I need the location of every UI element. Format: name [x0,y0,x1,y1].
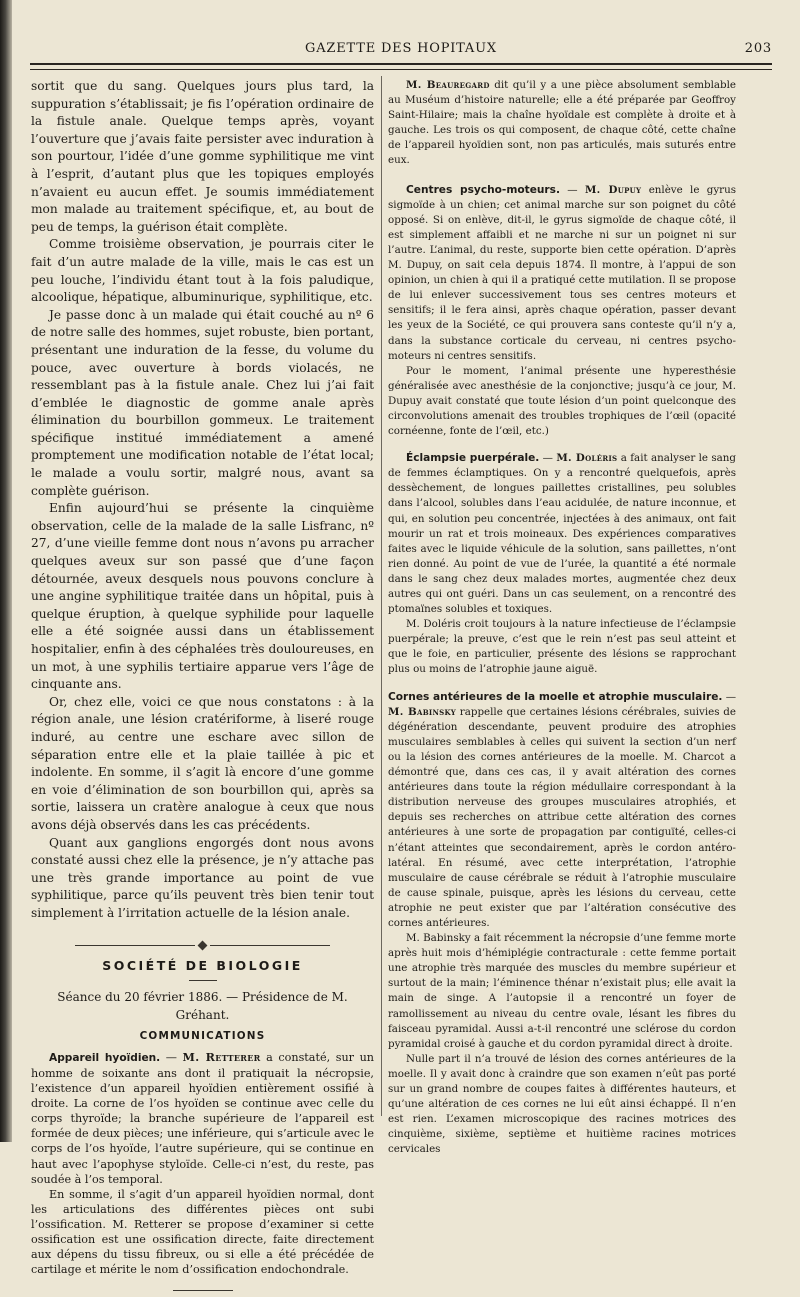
paragraph: Or, chez elle, voici ce que nous constatons : à la région anale, une lésion cratériforme, à liseré rouge induré, au centre une eschare avec sillon de séparation entre elle et la plaie taillée à pic et indolente. En somme, il s’agit là encore d’une gomme en voie d’élimination de son bourbillon qui, après sa sortie, laissera un cratère analogue à ceux que nous avons déjà observés dans les cas précédents. [31,694,374,832]
paragraph: Quant aux ganglions engorgés dont nous avons constaté aussi chez elle la présence, je n’y attache pas une très grande importance au point de vue syphilitique, parce qu’ils peuvent très bien tenir tout simplement à l’irritation actuelle de la lésion anale. [31,835,374,920]
session-line: Séance du 20 février 1886. — Présidence de M. Gréhant. [57,990,348,1022]
author-name: M. Retterer [182,1049,261,1064]
paragraph: M. Babinsky a fait récemment la nécropsie d’une femme morte après huit mois d’hémiplégie contracturale : cette femme portait une atrophie très marquée des muscles du membre supérieur et surtout de la main; l’éminence thénar n’existait plus; elle avait la main de singe. A l’autopsie il a rencontré un foyer de ramollissement au niveau du centre ovale, lésant les fibres du faisceau pyramidal. Aussi a-t-il rencontré une sclérose du cordon pyramidal croisé à gauche et du cordon pyramidal direct à droite. [388,932,736,1050]
column-divider [381,76,382,1116]
section-heading: SOCIÉTÉ DE BIOLOGIE [102,957,303,973]
article-title: Appareil hyoïdien. [49,1051,161,1064]
paragraph: M. Doléris croit toujours à la nature infectieuse de l’éclampsie puerpérale; la preuve, c’est que le rein n’est pas seul atteint et que le foie, en particulier, présente des lésions se rapprochant plus ou moins de l’atrophie jaune aiguë. [388,618,736,676]
article-text: rappelle que certaines lésions cérébrales, suivies de dégénération descendante, peuvent produire des atrophies musculaires semblables à celles qui suivent la section d’un nerf ou la lésion des cornes antérieures de la moelle. M. Charcot a démontré que, dans ces cas, il y avait altération des cornes antérieures dans toute la région médullaire correspondant à la distribution nerveuse des groupes musculaires atrophiés, et depuis ses recherches on attribue cette altération des cornes antérieures à une sorte de propagation par contiguïté, celles-ci n’étant atteintes que secondairement, après le cordon antéro-latéral. En résumé, avec cette interprétation, l’atrophie musculaire de cause cérébrale se réduit à l’atrophie musculaire de cause spinale, puisque, après les lésions du cerveau, cette atrophie ne peut exister que par l’altération consécutive des cornes antérieures. [388,705,736,929]
article-paragraph: Centres psycho-moteurs. — M. Dupuy enlève le gyrus sigmoïde à un chien; cet animal marche sur son poignet du côté opposé. Si on enlève, dit-il, le gyrus sigmoïde de chaque côté, il est simplement affaibli et ne marche ni sur un poignet ni sur l’autre. L’animal, du reste, supporte bien cette opération. D’après M. Dupuy, on sait cela depuis 1874. Il montre, à l’appui de son opinion, un chien à qui il a pratiqué cette mutilation. Il se propose de lui enlever successivement tous ses centres moteurs et sensitifs; il le fera ainsi, après chaque opération, passer devant les yeux de la Société, ce qui prouvera sans conteste qu’il n’y a, dans la substance corticale du cerveau, ni centres psycho-moteurs ni centres sensitifs. [388,183,736,362]
author-name: M. Doléris [556,452,618,465]
ornamental-divider [31,937,374,947]
header-rule-thin [30,69,772,70]
author-name: M. Babinsky [388,705,457,718]
paragraph: Enfin aujourd’hui se présente la cinquième observation, celle de la malade de la salle Lisfranc, nº 27, d’une vieille femme dont nous n’avons pu arracher quelques aveux sur son passé que d’une façon détournée, aveux desquels nous pouvons conclure à une angine syphilitique traitée dans un hôpital, puis à quelque éruption, à quelque syphilide pour laquelle elle a été soignée aussi dans un établissement hospitalier, enfin à des céphalées très douloureuses, en un mot, à une syphilis tertiaire apparue vers l’âge de cinquante ans. [31,501,374,692]
article-paragraph [388,78,736,169]
article-text: a constaté, sur un homme de soixante ans dont il pratiquait la nécropsie, l’existence d’un appareil hyoïdien entièrement ossifié à droite. La corne de l’os hyoïden se continue avec celle du corps thyroïde; la branche supérieure de l’appareil est formée de deux pièces; une inférieure, qui s’articule avec le corps de l’os hyoïde, l’autre supérieure, qui se continue en haut avec l’apophyse styloïde. Celle-ci n’est, du reste, pas soudée à l’os temporal. [31,1050,374,1186]
end-rule [31,1279,374,1297]
article-paragraph: Cornes antérieures de la moelle et atrophie musculaire. — M. Babinsky rappelle que certaines lésions cérébrales, suivies de dégénération descendante, peuvent produire des atrophies musculaires semblables à celles qui suivent la section d’un nerf ou la lésion des cornes antérieures de la moelle. M. Charcot a démontré que, dans ces cas, il y avait altération des cornes antérieures dans toute la région médullaire correspondant à la distribution nerveuse des groupes musculaires atrophiés, et depuis ses recherches on attribue cette altération des cornes antérieures à une sorte de propagation par contiguïté, celles-ci n’étant atteintes que secondairement, après le cordon antéro-latéral. En résumé, avec cette interprétation, l’atrophie musculaire de cause cérébrale se réduit à l’atrophie musculaire de cause spinale, puisque, après les lésions du cerveau, cette atrophie ne peut exister que par l’altération consécutive des cornes antérieures. [388,690,736,929]
article-paragraph: Appareil hyoïdien. — M. Retterer a constaté, sur un homme de soixante ans dont il pratiquait la nécropsie, l’existence d’un appareil hyoïdien entièrement ossifié à droite. La corne de l’os hyoïden se continue avec celle du corps thyroïde; la branche supérieure de l’appareil est formée de deux pièces; une inférieure, qui s’articule avec le corps de l’os hyoïde, l’autre supérieure, qui se continue en haut avec l’apophyse styloïde. Celle-ci n’est, du reste, pas soudée à l’os temporal. [31,1049,374,1186]
paragraph: En somme, il s’agit d’un appareil hyoïdien normal, dont les articulations des différentes pièces ont subi l’ossification. M. Retterer se propose d’examiner si cette ossification est une ossification directe, faite directement aux dépens du tissu fibreux, ou si elle a été précédée de cartilage et mérite le nom d’ossification endochondrale. [31,1187,374,1277]
article-text: enlève le gyrus sigmoïde à un chien; cet animal marche sur son poignet du côté opposé. Si on enlève, dit-il, le gyrus sigmoïde de chaque côté, il est simplement affaibli et ne marche ni sur un poignet ni sur l’autre. L’animal, du reste, supporte bien cette opération. D’après M. Dupuy, on sait cela depuis 1874. Il montre, à l’appui de son opinion, un chien à qui il a pratiqué cette mutilation. Il se propose de lui enlever successivement tous ses centres moteurs et sensitifs; il le fera ainsi, après chaque opération, passer devant les yeux de la Société, ce qui prouvera sans conteste qu’il n’y a, dans la substance corticale du cerveau, ni centres psycho-moteurs ni centres sensitifs. [388,183,736,362]
author-name: M. Beauregard [406,79,490,91]
right-column [388,78,736,1157]
paragraph: Pour le moment, l’animal présente une hyperesthésie généralisée avec anesthésie de la conjonctive; jusqu’à ce jour, M. Dupuy avait constaté que toute lésion d’un point quelconque des circonvolutions amenait des troubles trophiques de l’œil (opacité cornéenne, fonte de l’œil, etc.) [388,364,736,438]
divider [189,980,217,981]
article-paragraph: Éclampsie puerpérale. — M. Doléris a fait analyser le sang de femmes éclamptiques. On y a rencontré quelquefois, après dessèchement, de longues paillettes cristallines, peu solubles dans l’alcool, solubles dans l’eau acidulée, de nature inconnue, et qui, en solution peu concentrée, injectées à des animaux, ont fait mourir un rat et trois moineaux. Des expériences comparatives faites avec le liquide véhicule de la solution, sans paillettes, n’ont rien donné. Au point de vue de l’urée, la quantité a été normale dans le sang chez deux malades mortes, augmentée chez deux autres qui ont guéri. Dans un cas seulement, on a rencontré des ptomaïnes solubles et toxiques. [388,452,737,616]
paragraph: Comme troisième observation, je pourrais citer le fait d’un autre malade de la ville, mais le cas est un peu louche, l’individu étant tout à la fois paludique, alcoolique, hépatique, albuminurique, syphilitique, etc. [31,237,374,305]
page-number: 203 [744,41,772,56]
article-text: dit qu’il y a une pièce absolument semblable au Muséum d’histoire naturelle; elle a été préparée par Geoffroy Saint-Hilaire; mais la chaîne hyoïdale est complète à droite et à gauche. Les trois os qui composent, de chaque côté, cette chaîne de l’appareil hyoïdien sont, non pas articulés, mais suturés entre eux. [388,79,736,167]
article-title: Cornes antérieures de la moelle et atrophie musculaire. [388,690,723,703]
paragraph: Je passe donc à un malade qui était couché au nº 6 de notre salle des hommes, sujet robuste, bien portant, présentant une induration de la fesse, du volume du pouce, avec ouverture à bords violacés, ne ressemblant pas à la fistule anale. Chez lui j’ai fait d’emblée le diagnostic de gomme anale après élimination du bourbillon gommeux. Le traitement spécifique institué immédiatement a amené promptement une modification notable de l’état local; le malade a voulu sortir, malgré nous, avant sa complète guérison. [31,307,374,498]
author-name: M. Dupuy [584,183,642,196]
paragraph: Nulle part il n’a trouvé de lésion des cornes antérieures de la moelle. Il y avait donc à craindre que son examen n’eût pas porté sur un grand nombre de coupes faites à différentes hauteurs, et qu’une altération de ces cornes ne lui eût ainsi échappé. Il n’en est rien. L’examen microscopique des racines motrices des cinquième, sixième, septième et huitième racines motrices cervicales [388,1052,736,1156]
page-header [30,38,772,60]
header-rule [30,63,772,65]
article-title: Centres psycho-moteurs. [406,183,560,196]
binding-edge [0,0,12,1142]
running-title: GAZETTE DES HOPITAUX [305,41,497,56]
subsection-heading: COMMUNICATIONS [139,1030,266,1043]
article-title: Éclampsie puerpérale. [406,452,540,465]
paragraph: sortit que du sang. Quelques jours plus tard, la suppuration s’établissait; je fis l’opération ordinaire de la fistule anale. Quelque temps après, voyant l’ouverture que j’avais faite persister avec induration à son pourtour, l’idée d’une gomme syphilitique me vint à l’esprit, d’autant plus que les topiques employés n’avaient eu aucun effet. Je soumis immédiatement mon malade au traitement spécifique, et, au bout de peu de temps, la guérison était complète. [31,79,374,234]
left-column [31,78,374,1297]
article-text: a fait analyser le sang de femmes éclamptiques. On y a rencontré quelquefois, après dessèchement, de longues paillettes cristallines, peu solubles dans l’alcool, solubles dans l’eau acidulée, de nature inconnue, et qui, en solution peu concentrée, injectées à des animaux, ont fait mourir un rat et trois moineaux. Des expériences comparatives faites avec le liquide véhicule de la solution, sans paillettes, n’ont rien donné. Au point de vue de l’urée, la quantité a été normale dans le sang chez deux malades mortes, augmentée chez deux autres qui ont guéri. Dans un cas seulement, on a rencontré des ptomaïnes solubles et toxiques. [388,452,737,616]
